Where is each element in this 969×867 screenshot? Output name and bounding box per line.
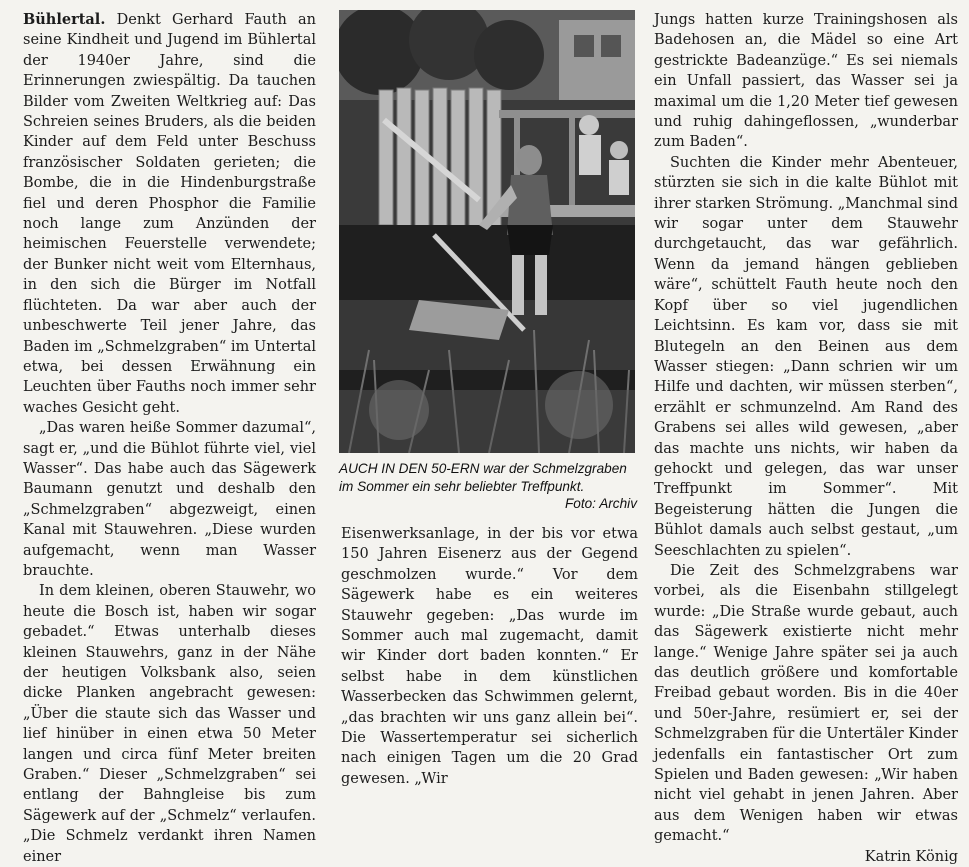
article-paragraph: In dem kleinen, oberen Stauwehr, wo heute die Bosch ist, haben wir sogar gebadet.“ Etwas unterhalb dieses kleinen Stauwehrs, ganz in der Nähe der heutigen Volksbank also, seien dicke Planken angebracht gewesen: „Über die staute sich das Wasser und lief hinüber in einen etwa 50 Meter langen und circa fünf Meter breiten Graben.“ Dieser „Schmelzgraben“ sei entlang der Bahngleise bis zum Sägewerk auf der „Schmelz“ verlaufen. „Die Schmelz verdankt ihren Namen einer [23, 583, 316, 865]
article-paragraph [654, 561, 958, 867]
photo-caption [339, 460, 637, 513]
article-paragraph: Suchten die Kinder mehr Abenteuer, stürzten sie sich in die kalte Bühlot mit ihrer starken Strömung. „Manchmal sind wir sogar unter dem Stauwehr durchgetaucht, das war gefährlich. Wenn da jemand hängen geblieben wäre“, schüttelt Fauth heute noch den Kopf über so viel jugendlichen Leichtsinn. Es kam vor, dass sie mit Blutegeln an den Beinen aus dem Wasser stiegen: „Dann schrien wir um Hilfe und dachten, wir müssen sterben“, erzählt er schmunzelnd. Am Rand des Grabens sei alles wild gewesen, „aber das machte uns nichts, wir haben da gehockt und gelegen, das war unser Treffpunkt im Sommer“. Mit Begeisterung hätten die Jungen die Bühlot damals auch selbst gestaut, „um Seeschlachten zu spielen“. [654, 154, 958, 559]
article-paragraph: Jungs hatten kurze Trainingshosen als Badehosen an, die Mädel so eine Art gestrickte Badeanzüge.“ Es sei niemals ein Unfall passiert, das Wasser sei ja maximal um die 1,20 Meter tief gewesen und ruhig dahingeflossen, „wunderbar zum Baden“. [654, 12, 958, 151]
author-byline: Katrin König [864, 848, 958, 865]
article-column-2 [341, 524, 638, 789]
article-paragraph [23, 10, 316, 418]
article-photo [339, 10, 635, 453]
photo-credit: Foto: Archiv [564, 496, 637, 511]
paragraph-text: Denkt Gerhard Fauth an seine Kindheit und Jugend im Bühlertal der 1940er Jahre, sind die Erinnerungen zwiespältig. Da tauchen Bilder vom Zweiten Weltkrieg auf: Das Schreien seines Bruders, als die beiden Kinder auf dem Feld unter Beschuss französischer Soldaten gerieten; die Bombe, die in die Hindenburgstraße fiel und deren Phosphor die Familie noch lange zum Anzünden der heimischen Feuerstelle verwendete; der Bunker nicht weit vom Elternhaus, in den sich die Bürger im Notfall flüchteten. Da war aber auch der unbeschwerte Teil jener Jahre, das Baden im „Schmelzgraben“ im Untertal etwa, bei dessen Erwähnung ein Leuchten über Fauths noch immer sehr waches Gesicht geht. [23, 12, 316, 416]
caption-text: AUCH IN DEN 50-ERN war der Schmelzgraben im Sommer ein sehr beliebter Treffpunkt. [339, 461, 627, 494]
article-paragraph: Eisenwerksanlage, in der bis vor etwa 150 Jahren Eisenerz aus der Gegend geschmolzen wurde.“ Vor dem Sägewerk habe es ein weiteres Stauwehr gegeben: „Das wurde im Sommer auch mal zugemacht, damit wir Kinder dort baden konnten.“ Er selbst habe in dem künstlichen Wasserbecken das Schwimmen gelernt, „das brachten wir uns ganz allein bei“. Die Wassertemperatur sei sicherlich nach einigen Tagen um die 20 Grad gewesen. „Wir [341, 526, 638, 787]
article-column-3 [654, 10, 958, 867]
article-paragraph: „Das waren heiße Sommer dazumal“, sagt er, „und die Bühlot führte viel, viel Wasser“. Das habe auch das Sägewerk Baumann genutzt und deshalb den „Schmelzgraben“ abgezweigt, einen Kanal mit Stauwehren. „Diese wurden aufgemacht, wenn man Wasser brauchte. [23, 420, 316, 579]
photo-children-bathing [339, 10, 635, 453]
dateline: Bühlertal. [23, 11, 106, 28]
paragraph-text: Die Zeit des Schmelzgrabens war vorbei, als die Eisenbahn stillgelegt wurde: „Die Straße wurde gebaut, auch das Sägewerk existierte nicht mehr lange.“ Wenige Jahre später sei ja auch das deutlich größere und komfortable Freibad gebaut worden. Bis in die 40er und 50er-Jahre, resümiert er, sei der Schmelzgraben für die Untertäler Kinder jedenfalls ein fantastischer Ort zum Spielen und Baden gewesen: „Wir haben nicht viel gehabt in jenen Jahren. Aber aus dem Wenigen haben wir etwas gemacht.“ [654, 562, 958, 845]
article-column-1 [23, 10, 316, 867]
